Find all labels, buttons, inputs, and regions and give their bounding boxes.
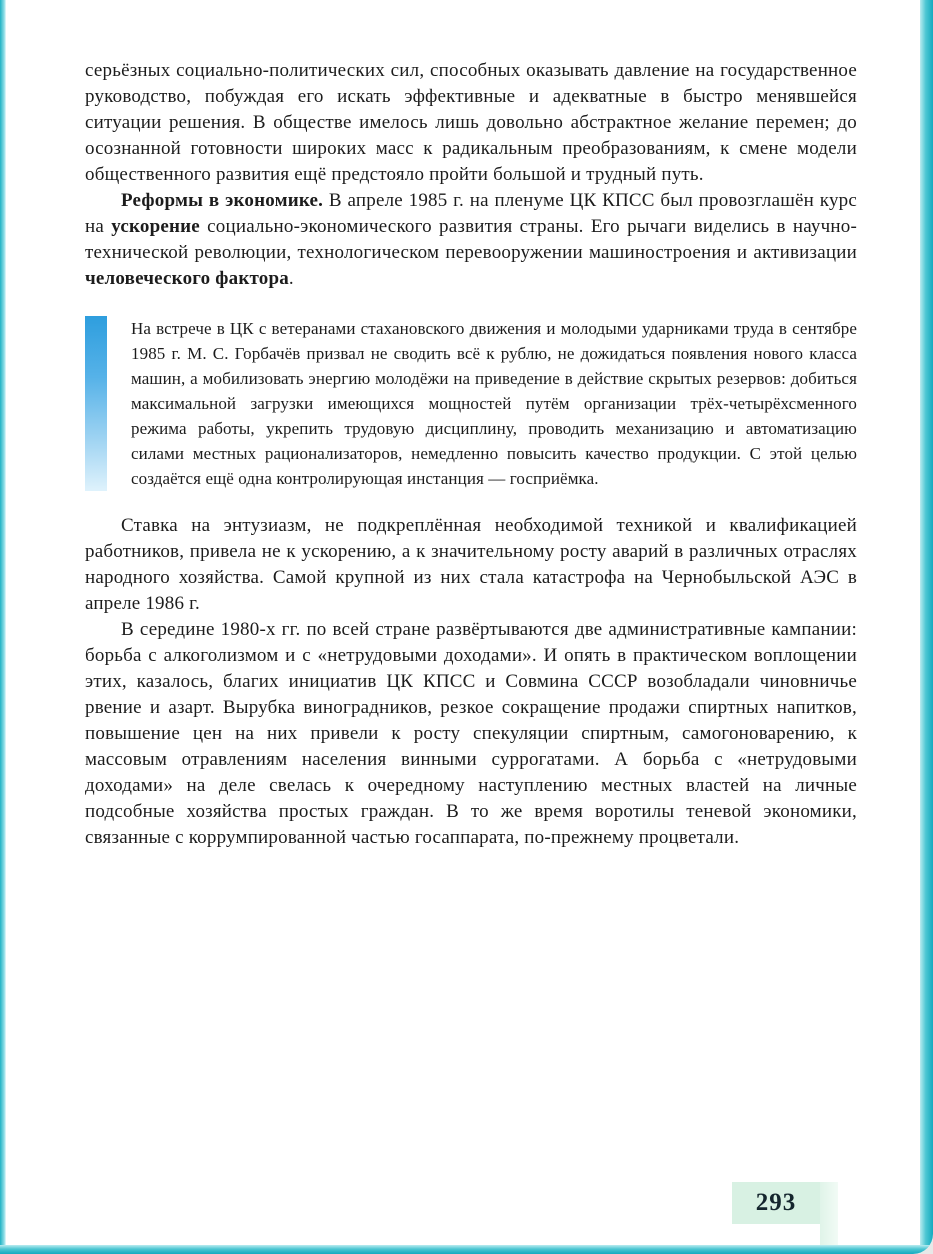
paragraph-campaigns: В середине 1980-х гг. по всей стране развёртываются две административные кампании: борьба с алкоголизмом и с «нетрудовыми доходами». И опять в практическом воплощении этих, казалось, благих инициатив ЦК КПСС и Совмина СССР возобладали чиновничье рвение и азарт. Вырубка виноградников, резкое сокращение продажи спиртных напитков, повышение цен на них привели к росту спекуляции спиртным, самогоноварению, к массовым отравлениям населения винными суррогатами. А борьба с «нетрудовыми доходами» на деле свелась к очередному наступлению местных властей на личные подсобные хозяйства простых граждан. В то же время воротилы теневой экономики, связанные с коррумпированной частью госаппарата, по-прежнему процветали. bbox=[85, 619, 857, 848]
run-text: В апреле 1985 г. на пленуме ЦК КПСС был провозглашён курс на bbox=[85, 190, 857, 237]
run-text: социально-экономического развития страны. Его рычаги виделись в научно-технической революции, технологическом перевооружении машиностроения и активизации bbox=[85, 216, 857, 263]
page-number bbox=[732, 1182, 820, 1224]
paragraph-continued: серьёзных социально-политических сил, способных оказывать давление на государственное руководство, побуждая его искать эффективные и адекватные в быстро менявшейся ситуации решения. В обществе имелось лишь довольно абстрактное желание перемен; до осознанной готовности широких масс к радикальным преобразованиям, к смене модели общественного развития ещё предстояло пройти большой и трудный путь. bbox=[85, 60, 857, 185]
paragraph-chernobyl: Ставка на энтузиазм, не подкреплённая необходимой техникой и квалификацией работников, привела не к ускорению, а к значительному росту аварий в различных отраслях народного хозяйства. Самой крупной из них стала катастрофа на Чернобыльской АЭС в апреле 1986 г. bbox=[85, 515, 857, 614]
quote-accent-bar bbox=[85, 316, 107, 491]
run-heading-bold: Реформы в экономике. bbox=[121, 190, 324, 211]
page-content bbox=[85, 58, 857, 851]
page-edge-left bbox=[0, 0, 6, 1254]
page-number-shadow bbox=[820, 1182, 838, 1245]
quote-text: На встрече в ЦК с ветеранами стахановского движения и молодыми ударниками труда в сентябре 1985 г. М. С. Горбачёв призвал не сводить всё к рублю, не дожидаться появления нового класса машин, а мобилизовать энергию молодёжи на приведение в действие скрытых резервов: добиться максимальной загрузки имеющихся мощностей путём организации трёх-четырёхсменного режима работы, укрепить трудовую дисциплину, проводить механизацию и автоматизацию силами местных рационализаторов, немедленно повысить качество продукции. С этой целью создаётся ещё одна контролирующая инстанция — госприёмка. bbox=[131, 319, 857, 488]
run-bold-human-factor: человеческого фактора bbox=[85, 268, 289, 289]
page-number-value: 293 bbox=[755, 1189, 797, 1216]
paragraph-reforms bbox=[85, 188, 857, 292]
page-edge-bottom bbox=[0, 1245, 933, 1254]
page-edge-right bbox=[920, 0, 933, 1254]
run-text: . bbox=[288, 268, 294, 289]
run-bold-uskorenie: ускорение bbox=[111, 216, 200, 237]
sidebar-quote-block bbox=[85, 316, 857, 491]
